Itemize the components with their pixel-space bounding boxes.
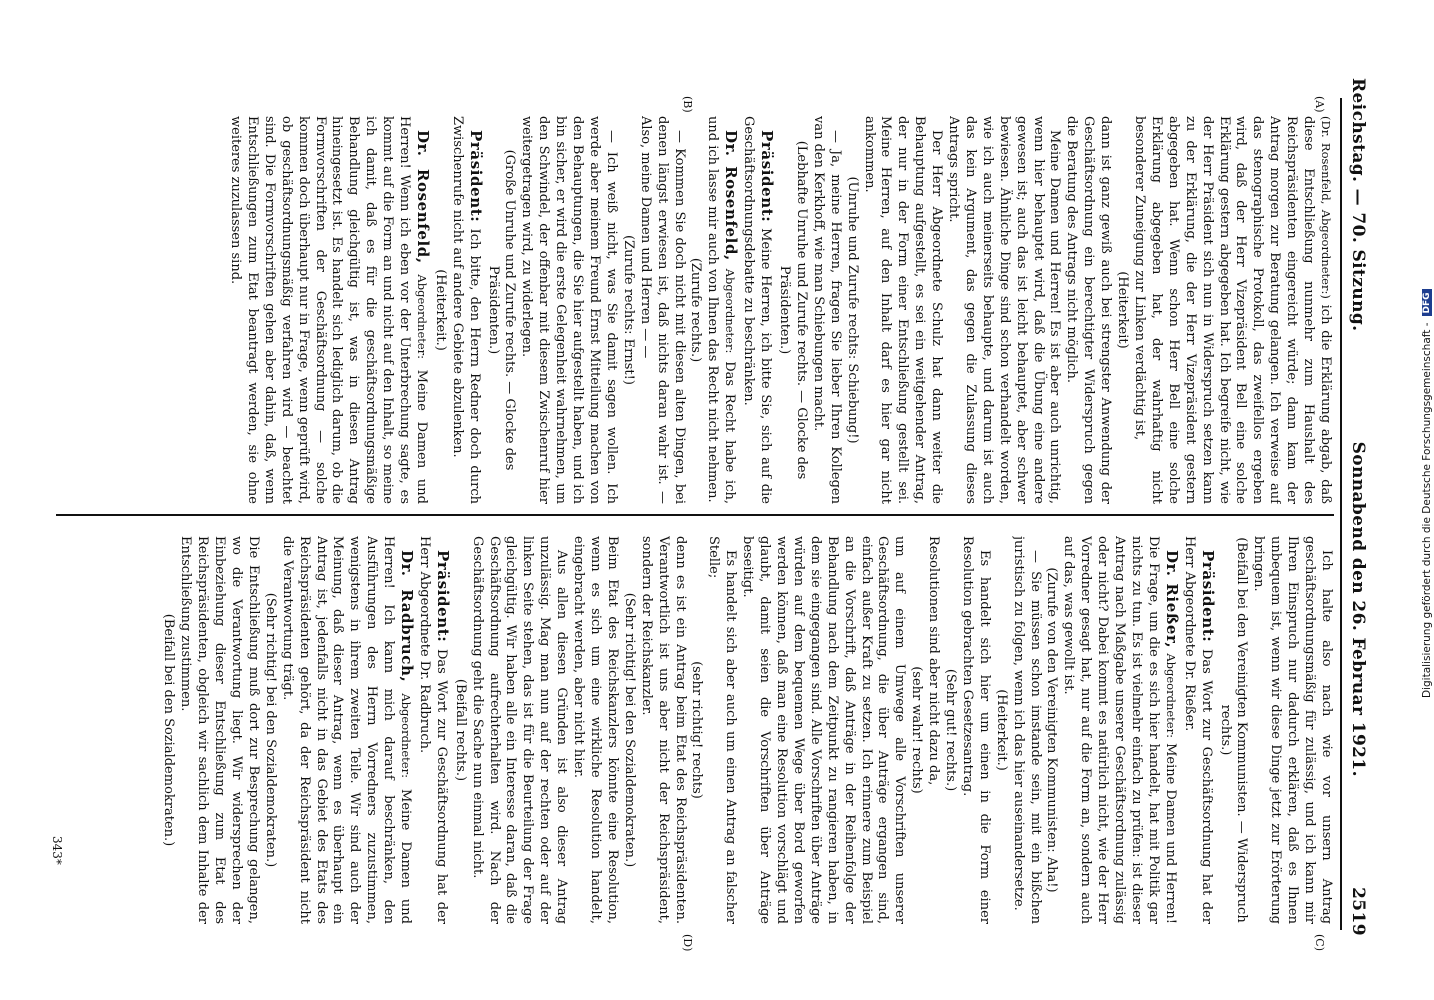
paragraph: — Ja, meine Herren, fragen Sie lieber Ihren Kollegen van den Kerkhoff, wie man Schiebungen macht. (810, 116, 843, 504)
interjection: (Beifall bei den Vereinigten Kommunisten. — Widerspruch rechts.) (1217, 537, 1250, 923)
left-column (54, 116, 1334, 504)
paragraph: dann ist ganz gewiß auch bei strengster Anwendung der Geschäftsordnung ein berechtigter Widerspruch gegen die Beratung des Antrags nicht möglich. (1064, 116, 1114, 504)
interjection: (Heiterkeit) (1115, 271, 1131, 349)
paragraph: denn es ist ein Antrag beim Etat des Reichspräsidenten. Verantwortlich ist uns aber nicht der Reichspräsident, sondern der Reichskanzler. (638, 536, 688, 924)
paragraph: Resolutionen sind aber nicht dazu da, (926, 536, 942, 786)
paragraph: Dr. Radbruch, Abgeordneter: Meine Damen und Herren! Ich kann mich darauf beschränken, den Ausführungen des Herrn Vorredners zuzustimmen, wenigstens in ihrem zweiten Teile. Wir sind auch der Meinung, daß dieser Antrag, wenn es überhaupt ein Antrag ist, jedenfalls nicht in das Gebiet des Etats des Reichspräsidenten gehört, da der Reichspräsident nicht die Verantwortung trägt. (279, 536, 417, 924)
column-divider (56, 514, 1334, 516)
interjection: (sehr wahr! rechts) (909, 666, 925, 794)
interjection: (Sehr richtig! bei den Sozialdemokraten.) (262, 592, 278, 868)
paragraph: — Kommen Sie doch nicht mit diesen alten Dingen, bei denen längst erwiesen ist, daß nichts daran wahr ist. — Also, meine Damen und Herren — — (637, 116, 687, 504)
paragraph: Meine Damen und Herren! Es ist aber auch unrichtig, wenn hier behauptet wird, daß die Übung eine andere gewesen ist; auch das ist leicht behauptet, aber schwer bewiesen. Ähnliche Dinge sind schon verhandelt worden, wie ich auch meinerseits behaupte, und darum ist auch das kein Argument, das gegen die Zulassung dieses Antrags spricht. (946, 116, 1063, 504)
paragraph: Präsident: Ich bitte, den Herrn Redner doch durch Zwischenrufe nicht auf andere Gebiete abzulenken. (449, 116, 485, 504)
paragraph: Ich halte also nach wie vor unsern Antrag geschäftsordnungsmäßig für zulässig, und ich kann mir Ihren Einspruch nur dadurch erklären, daß es Ihnen unbequem ist, wenn wir diese Dinge jetzt zur Erörterung bringen. (1251, 536, 1334, 924)
margin-marker-c: (C) (1313, 934, 1326, 951)
paragraph: Der Herr Abgeordnete Schulz hat dann weiter die Behauptung aufgestellt, es sei ein weitgehender Antrag, der nur in der Form einer Entschließung gestellt sei. Meine Herren, auf den Inhalt darf es hier gar nicht ankommen. (861, 116, 945, 504)
speaker-role: Abgeordneter: (723, 268, 738, 354)
header-session: Reichstag. — 70. Sitzung. (1348, 78, 1368, 332)
speaker-name: Präsident: (758, 130, 777, 223)
dfg-logo: DFG (1422, 289, 1432, 316)
paragraph: Es handelt sich hier um einen in die Form einer Resolution gebrachten Gesetzesantrag. (959, 536, 992, 924)
paragraph: um auf einem Umwege alle Vorschriften unserer Geschäftsordnung, die über Anträge ergangen sind, einfach außer Kraft zu setzen. Ich erinnere zum Beispiel an die Vorschrift, daß Anträge in der Reihenfolge der Behandlung nach dem Zeitpunkt zu rangieren haben, in dem sie eingegangen sind. Alle Vorschriften über Anträge würden auf dem bequemen Wege über Bord geworfen werden können, daß man eine Resolution vorschlägt und glaubt, damit seien die Vorschriften über Anträge beseitigt. (740, 536, 908, 924)
paragraph: (Dr. Rosenfeld, Abgeordneter:) ich die Erklärung abgab, daß diese Entschließung nunmehr zum Haushalt des Reichspräsidenten eingereicht würde; dann kam der Antrag morgen zur Beratung gelangen. Ich verweise auf das stenographische Protokoll, das zweifellos ergeben wird, daß der Herr Vizepräsident Bell eine solche Erklärung gestern abgegeben hat. Ich begreife nicht, wie der Herr Präsident sich nun in Widerspruch setzen kann zu der Erklärung, die der Herr Vizepräsident gestern abgegeben hat. Wenn schon Herr Bell eine solche Erklärung abgegeben hat, der wahrhaftig nicht besonderer Zuneigung zur Linken verdächtig ist, (1132, 116, 1333, 504)
margin-marker-a: (A) (1313, 96, 1326, 113)
credit-text: Digitalisierung gefördert durch die Deutsche Forschungsgemeinschaft - (1421, 322, 1433, 698)
speaker-role: Abgeordneter: (414, 274, 429, 360)
page-header (1344, 78, 1372, 936)
interjection: (Große Unruhe und Zurufe rechts. — Glocke des Präsidenten.) (485, 149, 518, 471)
paragraph: Dr. Rießer, Abgeordneter: Meine Damen und Herren! Die Frage, um die es sich hier handelt, hat mit Politik gar nichts zu tun. Es ist vielmehr einfach zu prüfen: ist dieser Antrag nach Maßgabe unserer Geschäftsordnung zulässig oder nicht? Dabei kommt es natürlich nicht, wie der Herr Vorredner gesagt hat, nur auf die Form an, sondern auch auf das, was gewollt ist. (1061, 536, 1181, 924)
paragraph: Dr. Rosenfeld, Abgeordneter: Das Recht habe ich, und ich lasse mir auch von Ihnen das Recht nicht nehmen. (705, 116, 741, 504)
speaker-continued: (Dr. Rosenfeld, Abgeordneter:) (1319, 116, 1333, 299)
interjection: (Beifall rechts.) (452, 678, 468, 782)
interjection: (Lebhafte Unruhe und Zurufe rechts. — Glocke des Präsidenten.) (777, 140, 809, 480)
page-number: 2519 (1348, 887, 1368, 936)
interjection: (Beifall bei den Sozialdemokraten.) (161, 613, 177, 847)
interjection: (Heiterkeit.) (432, 269, 448, 351)
speaker-name: Präsident: (1198, 550, 1217, 643)
paragraph: Präsident: Meine Herren, ich bitte Sie, sich auf die Geschäftsordnungsdebatte zu beschränken. (741, 116, 777, 504)
interjection: (sehr richtig! rechts) (689, 661, 705, 799)
paragraph: Die Entschließung muß dort zur Besprechung gelangen, wo die Verantwortung liegt. Wir widersprechen der Einbeziehung dieser Entschließung zum Etat des Reichspräsidenten, obgleich wir sachlich dem Inhalte der Entschließung zustimmen. (178, 536, 261, 924)
paragraph: Beim Etat des Reichskanzlers könnte eine Resolution, wenn es sich um eine wirkliche Resolution handelt, eingebracht werden, aber nicht hier. (571, 536, 620, 924)
right-column (54, 536, 1334, 924)
speaker-name: Präsident: (433, 550, 452, 643)
speaker-role: Abgeordneter: (1163, 653, 1178, 738)
speaker-name: Dr. Radbruch, (398, 550, 417, 683)
header-rule (1340, 98, 1342, 930)
paragraph: Dr. Rosenfeld, Abgeordneter: Meine Damen und Herren! Wenn ich eben vor der Unterbrechung sagte, es kommt auf die Form an und nicht auf den Inhalt, so meine ich damit, daß es für die geschäftsordnungsmäßige Behandlung gleichgültig ist, was in diesen Antrag hineingesetzt ist. Es handelt sich lediglich darum, ob die Formvorschriften der Geschäftsordnung — solche kommen doch überhaupt nur in Frage, wenn geprüft wird, ob geschäftsordnungsmäßig verfahren wird — beachtet sind. Die Formvorschriften gehen aber dahin, daß, wenn Entschließungen zum Etat beantragt werden, sie ohne weiteres zuzulassen sind. (228, 116, 432, 504)
interjection: (Unruhe und Zurufe rechts: Schiebung!) (844, 176, 860, 444)
digitization-credit (1420, 8, 1434, 698)
interjection: (Sehr gut! rechts.) (943, 668, 959, 792)
interjection: (Zurufe von den Vereinigten Kommunisten: Aha!) (1044, 567, 1060, 893)
sheet-signature: 343* (50, 836, 64, 865)
interjection: (Zurufe rechts: Ernst!) (620, 235, 636, 385)
speaker-role: Abgeordneter: (399, 693, 414, 778)
interjection: (Heiterkeit.) (993, 689, 1009, 771)
paragraph: Präsident: Das Wort zur Geschäftsordnung hat der Herr Abgeordnete Dr. Radbruch. (416, 536, 452, 924)
interjection: (Zurufe rechts.) (688, 257, 704, 363)
paragraph: Es handelt sich aber auch um einen Antrag an falscher Stelle; (706, 536, 739, 924)
speaker-name: Dr. Rosenfeld, (722, 130, 741, 261)
margin-marker-d: (D) (681, 934, 694, 952)
header-date: Sonnabend den 26. Februar 1921. (1348, 441, 1368, 777)
paragraph: — Sie müssen schon imstande sein, mit ein bißchen juristisch zu folgen, wenn ich das hier auseinandersetze. (1010, 536, 1043, 924)
speaker-name: Dr. Rießer, (1162, 550, 1181, 649)
paragraph: Präsident: Das Wort zur Geschäftsordnung hat der Herr Abgeordnete Dr. Rießer. (1181, 536, 1217, 924)
margin-marker-b: (B) (681, 96, 694, 113)
speaker-name: Präsident: (466, 130, 485, 223)
speaker-name: Dr. Rosenfeld, (413, 130, 432, 264)
paragraph: — Ich weiß nicht, was Sie damit sagen wollen. Ich werde aber meinem Freund Ernst Mitteilung machen von den Behauptungen, die Sie hier aufgestellt haben, und ich bin sicher, er wird die erste Gelegenheit wahrnehmen, um den Schwindel, der offenbar mit diesem Zwischenruf hier weitergetragen wird, zu widerlegen. (519, 116, 619, 504)
interjection: (Sehr richtig! bei den Sozialdemokraten.) (621, 592, 637, 868)
paragraph: Aus allen diesen Gründen ist also dieser Antrag unzulässig. Mag man nun auf der rechten oder auf der linken Seite stehen, das ist für die Beurteilung der Frage gleichgültig. Wir haben alle ein Interesse daran, daß die Geschäftsordnung aufrechterhalten wird. Nach der Geschäftsordnung geht die Sache nun einmal nicht. (469, 536, 570, 924)
